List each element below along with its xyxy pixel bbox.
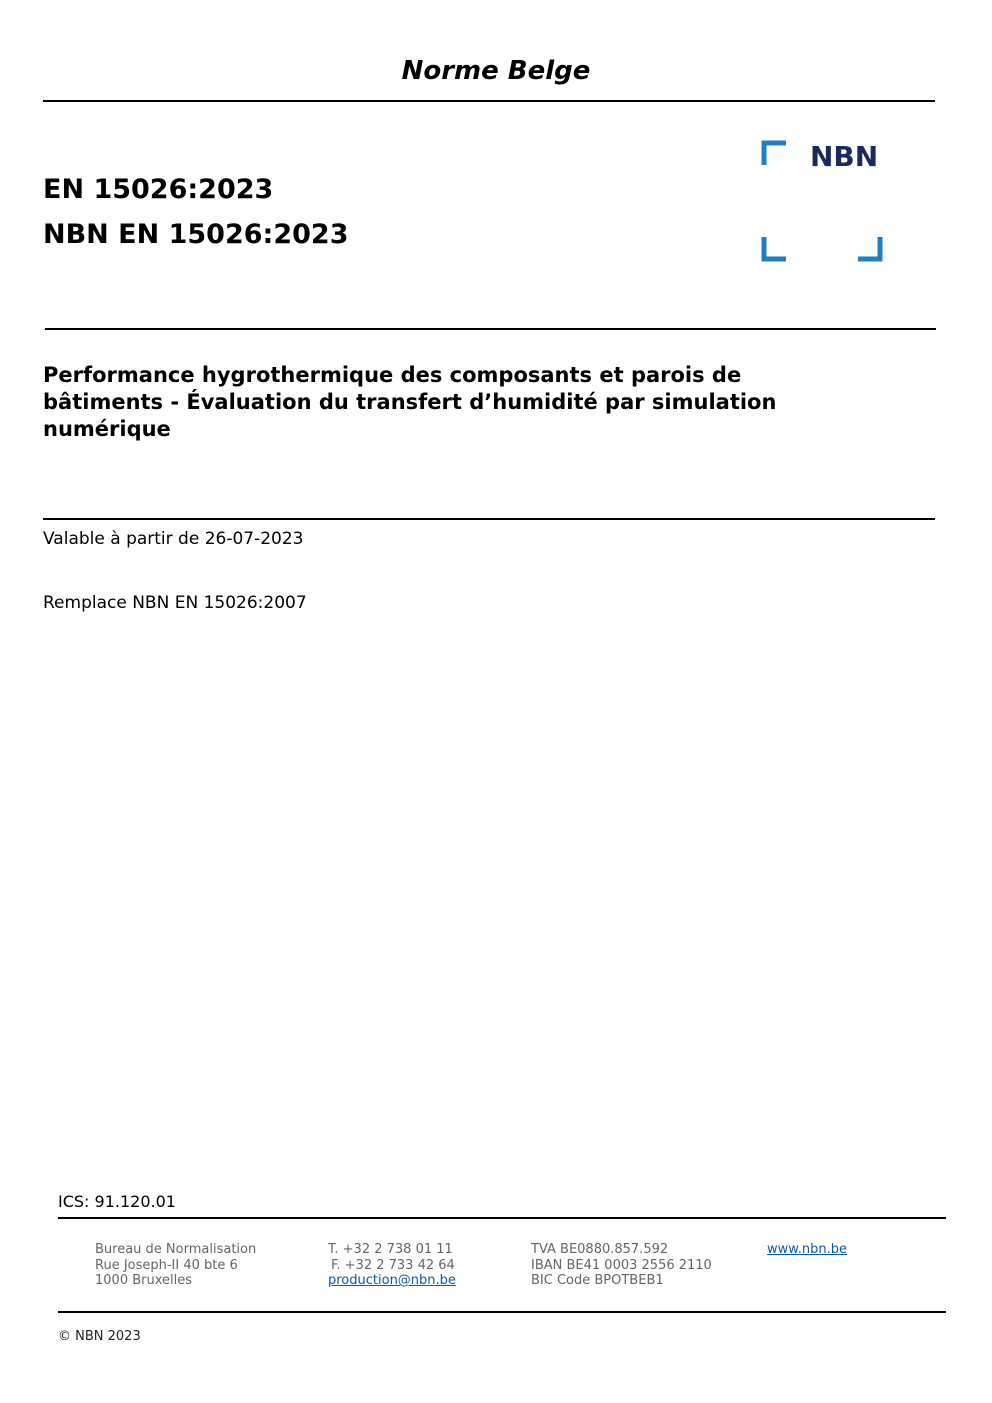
validity-date: Valable à partir de 26-07-2023: [43, 529, 304, 549]
footer-top-divider: [58, 1217, 946, 1219]
email-link[interactable]: production@nbn.be: [328, 1273, 456, 1288]
title-line-1: Performance hygrothermique des composants et parois de: [43, 363, 742, 387]
ics-code: ICS: 91.120.01: [58, 1192, 176, 1211]
logo-text: NBN: [810, 140, 879, 173]
bic-code: BIC Code BPOTBEB1: [531, 1273, 664, 1288]
replaces-standard: Remplace NBN EN 15026:2007: [43, 593, 307, 613]
header-divider: [43, 100, 935, 102]
phone-number: T. +32 2 738 01 11: [328, 1242, 453, 1257]
copyright-notice: © NBN 2023: [58, 1329, 141, 1344]
footer-contact: [328, 1242, 456, 1289]
footer-web: [767, 1242, 847, 1258]
tva-number: TVA BE0880.857.592: [531, 1242, 669, 1257]
website-link[interactable]: www.nbn.be: [767, 1242, 847, 1257]
title-line-3: numérique: [43, 417, 171, 441]
address-line: Bureau de Normalisation: [95, 1242, 257, 1257]
address-line: 1000 Bruxelles: [95, 1273, 193, 1288]
standard-code-nbn: NBN EN 15026:2023: [43, 219, 349, 250]
page-header-title: Norme Belge: [401, 56, 591, 86]
title-top-divider: [45, 328, 936, 330]
iban-number: IBAN BE41 0003 2556 2110: [531, 1257, 712, 1273]
standard-code-en: EN 15026:2023: [43, 174, 274, 205]
document-title: [43, 362, 903, 443]
fax-number: F. +32 2 733 42 64: [331, 1257, 455, 1273]
footer-bank: [531, 1242, 712, 1289]
nbn-logo: [760, 138, 890, 266]
footer-address: [95, 1242, 256, 1289]
title-bottom-divider: [43, 518, 935, 520]
address-line: Rue Joseph-II 40 bte 6: [95, 1257, 238, 1273]
footer-bottom-divider: [58, 1311, 946, 1313]
title-line-2: bâtiments - Évaluation du transfert d’humidité par simulation: [43, 390, 777, 414]
